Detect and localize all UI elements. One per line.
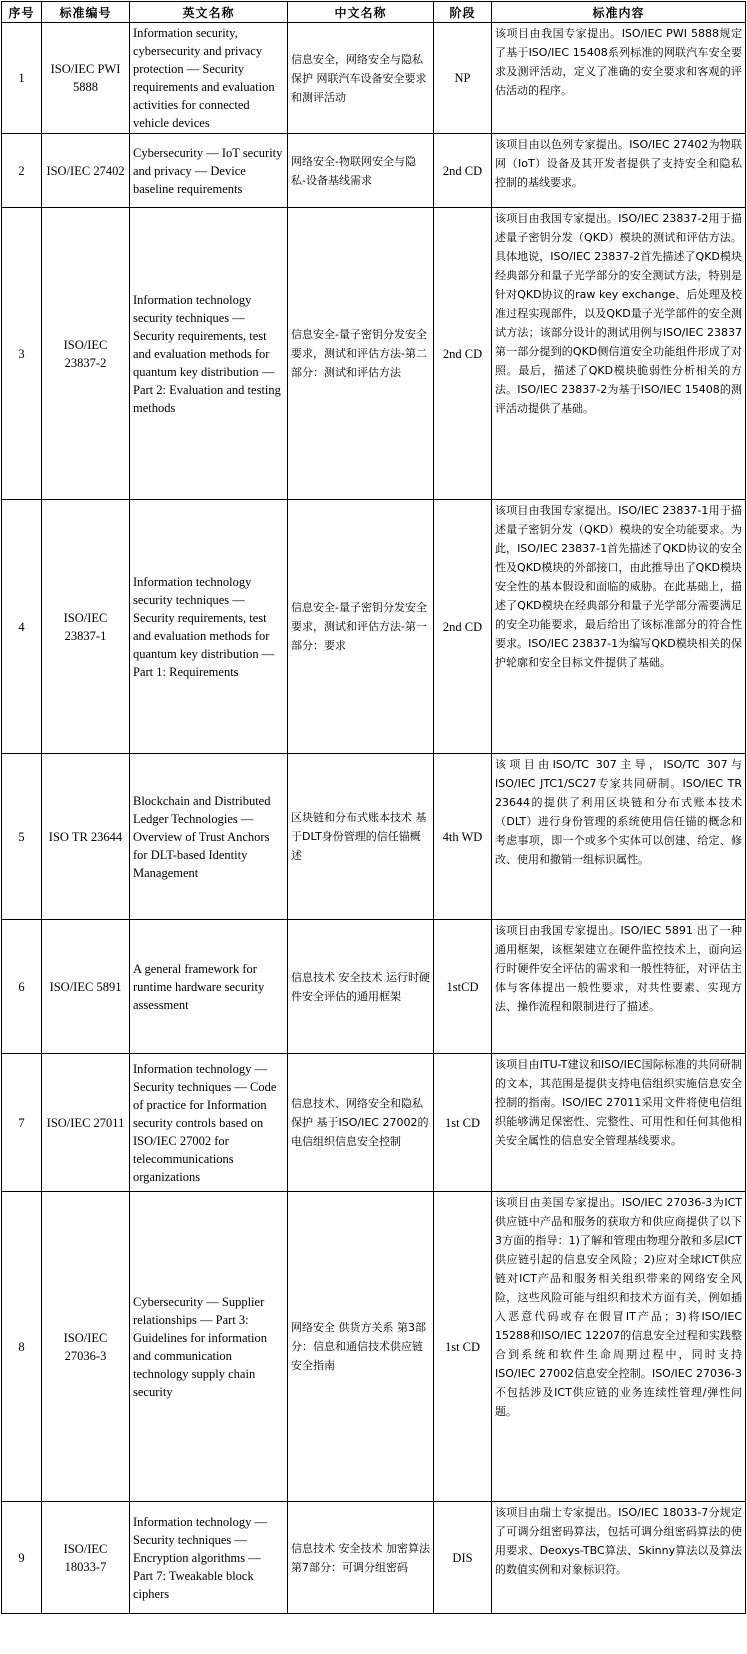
row-stage: 2nd CD — [434, 208, 492, 500]
row-no: 8 — [2, 1192, 42, 1502]
row-stage: 4th WD — [434, 754, 492, 920]
row-zh-name: 信息安全-量子密钥分发安全要求，测试和评估方法-第一部分：要求 — [288, 500, 434, 754]
row-code: ISO/IEC 27402 — [42, 134, 130, 208]
header-code: 标准编号 — [42, 2, 130, 23]
row-zh-name: 网络安全 供货方关系 第3部分：信息和通信技术供应链安全指南 — [288, 1192, 434, 1502]
header-no: 序号 — [2, 2, 42, 23]
row-zh-name: 信息安全，网络安全与隐私保护 网联汽车设备安全要求和测评活动 — [288, 23, 434, 134]
row-content: 该项目由我国专家提出。ISO/IEC 5891 出了一种通用框架，该框架建立在硬件监控技术上，面向运行时硬件安全评估的需求和一般性特征，对评估主体与客体提出一般性要求，对共性要素、实现方法、操作流程和限制进行了描述。 — [492, 920, 746, 1054]
row-stage: 2nd CD — [434, 500, 492, 754]
row-content: 该项目由我国专家提出。ISO/IEC 23837-1用于描述量子密钥分发（QKD）模块的安全功能要求。为此，ISO/IEC 23837-1首先描述了QKD协议的安全性及QKD模块的外部接口，由此推导出了QKD模块安全性的基本假设和面临的威胁。在此基础上，描述了QKD模块在经典部分和量子光学部分需要满足的安全功能要求，最后给出了该标准部分的符合性要求。ISO/IEC 23837-1为编写QKD模块相关的保护轮廓和安全目标文件提供了基础。 — [492, 500, 746, 754]
row-content: 该项目由瑞士专家提出。ISO/IEC 18033-7分规定了可调分组密码算法，包括可调分组密码算法的使用要求、Deoxys-TBC算法、Skinny算法以及算法的数值实例和对象标识符。 — [492, 1502, 746, 1614]
row-zh-name: 信息技术 安全技术 运行时硬件安全评估的通用框架 — [288, 920, 434, 1054]
row-en-name: Cybersecurity — Supplier relationships — Part 3: Guidelines for information and communication technology supply chain security — [130, 1192, 288, 1502]
table-row — [2, 1054, 746, 1192]
row-zh-name: 信息技术、网络安全和隐私保护 基于ISO/IEC 27002的电信组织信息安全控制 — [288, 1054, 434, 1192]
row-code: ISO/IEC 23837-1 — [42, 500, 130, 754]
header-row — [2, 2, 746, 23]
standards-table — [1, 1, 746, 1614]
row-code: ISO/IEC 23837-2 — [42, 208, 130, 500]
row-en-name: Information technology security techniques — Security requirements, test and evaluation methods for quantum key distribution — Part 2: Evaluation and testing methods — [130, 208, 288, 500]
row-no: 6 — [2, 920, 42, 1054]
row-stage: DIS — [434, 1502, 492, 1614]
row-no: 5 — [2, 754, 42, 920]
table-row — [2, 23, 746, 134]
table-row — [2, 920, 746, 1054]
row-stage: 1st CD — [434, 1192, 492, 1502]
row-en-name: Information security, cybersecurity and privacy protection — Security requirements and evaluation activities for connected vehicle devices — [130, 23, 288, 134]
row-no: 7 — [2, 1054, 42, 1192]
row-zh-name: 信息安全-量子密钥分发安全要求，测试和评估方法-第二部分：测试和评估方法 — [288, 208, 434, 500]
table-row — [2, 1192, 746, 1502]
table-row — [2, 1502, 746, 1614]
table-row — [2, 208, 746, 500]
table-row — [2, 754, 746, 920]
header-zh-name: 中文名称 — [288, 2, 434, 23]
row-en-name: Information technology security techniques — Security requirements, test and evaluation methods for quantum key distribution — Part 1: Requirements — [130, 500, 288, 754]
row-no: 2 — [2, 134, 42, 208]
row-code: ISO/IEC 27011 — [42, 1054, 130, 1192]
row-en-name: A general framework for runtime hardware security assessment — [130, 920, 288, 1054]
header-content: 标准内容 — [492, 2, 746, 23]
row-no: 9 — [2, 1502, 42, 1614]
header-en-name: 英文名称 — [130, 2, 288, 23]
row-no: 1 — [2, 23, 42, 134]
row-code: ISO TR 23644 — [42, 754, 130, 920]
row-zh-name: 网络安全-物联网安全与隐私-设备基线需求 — [288, 134, 434, 208]
row-en-name: Cybersecurity — IoT security and privacy — Device baseline requirements — [130, 134, 288, 208]
row-en-name: Information technology — Security techniques — Code of practice for Information security controls based on ISO/IEC 27002 for telecommunications organizations — [130, 1054, 288, 1192]
row-stage: 1st CD — [434, 1054, 492, 1192]
row-code: ISO/IEC 18033-7 — [42, 1502, 130, 1614]
row-code: ISO/IEC 5891 — [42, 920, 130, 1054]
row-zh-name: 区块链和分布式账本技术 基于DLT身份管理的信任锚概述 — [288, 754, 434, 920]
row-content: 该项目由我国专家提出。ISO/IEC PWI 5888规定了基于ISO/IEC 15408系列标准的网联汽车安全要求及测评活动，定义了准确的安全要求和客观的评估活动的程序。 — [492, 23, 746, 134]
table-row — [2, 134, 746, 208]
row-content: 该项目由ITU-T建议和ISO/IEC国际标准的共同研制的文本，其范围是提供支持电信组织实施信息安全控制的指南。ISO/IEC 27011采用文件将使电信组织能够满足保密性、完整性、可用性和任何其他相关安全属性的信息安全管理基线要求。 — [492, 1054, 746, 1192]
row-no: 4 — [2, 500, 42, 754]
row-zh-name: 信息技术 安全技术 加密算法 第7部分：可调分组密码 — [288, 1502, 434, 1614]
row-stage: NP — [434, 23, 492, 134]
row-stage: 2nd CD — [434, 134, 492, 208]
table-row — [2, 500, 746, 754]
row-stage: 1stCD — [434, 920, 492, 1054]
row-code: ISO/IEC PWI 5888 — [42, 23, 130, 134]
row-en-name: Blockchain and Distributed Ledger Technologies — Overview of Trust Anchors for DLT-based Identity Management — [130, 754, 288, 920]
row-content: 该项目由ISO/TC 307主导，ISO/TC 307与ISO/IEC JTC1/SC27专家共同研制。ISO/IEC TR 23644的提供了利用区块链和分布式账本技术（DLT）进行身份管理的系统使用信任锚的概念和考虑事项，即一个或多个实体可以创建、给定、修改、使用和撤销一组标识属性。 — [492, 754, 746, 920]
row-code: ISO/IEC 27036-3 — [42, 1192, 130, 1502]
row-content: 该项目由以色列专家提出。ISO/IEC 27402为物联网（IoT）设备及其开发者提供了支持安全和隐私控制的基线要求。 — [492, 134, 746, 208]
row-content: 该项目由我国专家提出。ISO/IEC 23837-2用于描述量子密钥分发（QKD）模块的测试和评估方法。具体地说，ISO/IEC 23837-2首先描述了QKD模块经典部分和量子光学部分的安全测试方法，特别是针对QKD协议的raw key exchange、后处理及校准过程实现部件，以及QKD量子光学部件的安全测试方法；该部分设计的测试用例与ISO/IEC 23837第一部分提到的QKD侧信道安全功能组件形成了对照。最后，描述了QKD模块脆弱性分析相关的方法。ISO/IEC 23837-2为基于ISO/IEC 15408的测评活动提供了基础。 — [492, 208, 746, 500]
row-no: 3 — [2, 208, 42, 500]
header-stage: 阶段 — [434, 2, 492, 23]
row-en-name: Information technology — Security techniques — Encryption algorithms — Part 7: Tweakable block ciphers — [130, 1502, 288, 1614]
row-content: 该项目由美国专家提出。ISO/IEC 27036-3为ICT供应链中产品和服务的获取方和供应商提供了以下3方面的指导：1)了解和管理由物理分散和多层ICT供应链引起的信息安全风险；2)应对全球ICT供应链对ICT产品和服务相关组织带来的网络安全风险，这些风险可能与组织和技术方面有关，例如插入恶意代码或存在假冒IT产品；3)将ISO/IEC 15288和ISO/IEC 12207的信息安全过程和实践整合到系统和软件生命周期过程中，同时支持ISO/IEC 27002信息安全控制。ISO/IEC 27036-3不包括涉及ICT供应链的业务连续性管理/弹性问题。 — [492, 1192, 746, 1502]
